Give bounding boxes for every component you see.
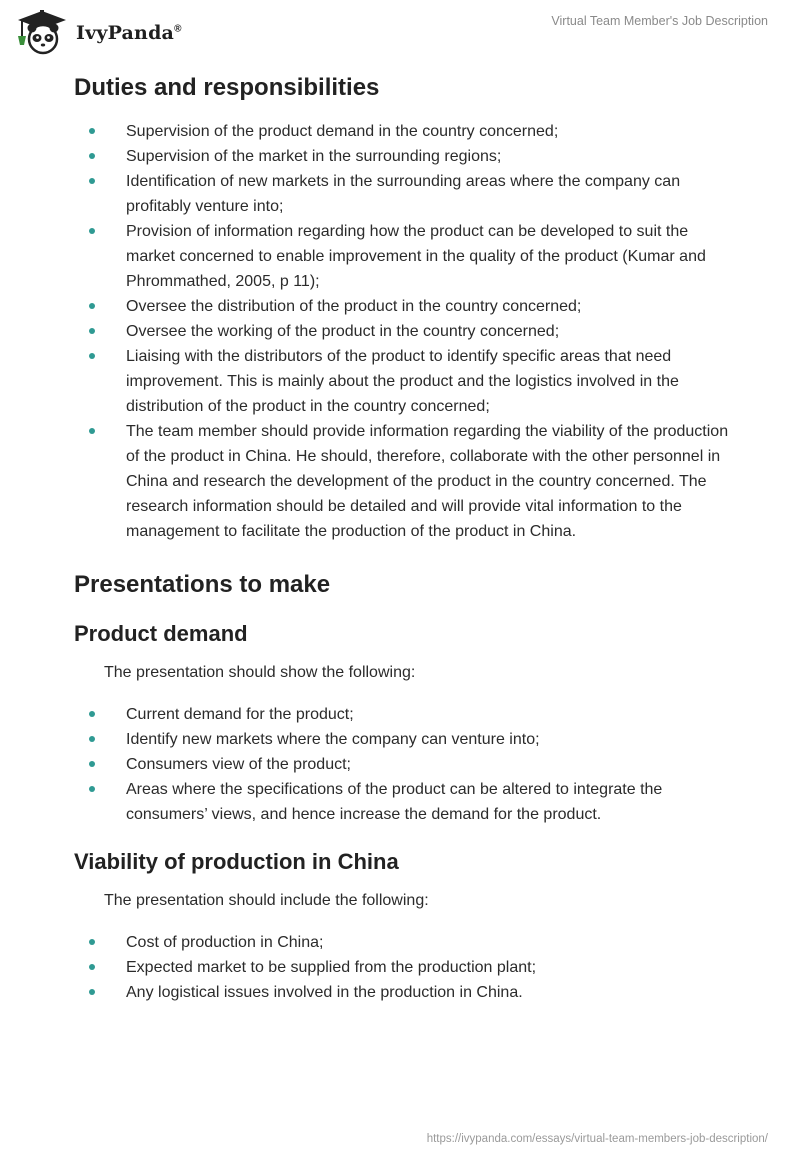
list-item: Current demand for the product; bbox=[74, 702, 734, 727]
ivypanda-logo[interactable] bbox=[14, 9, 182, 55]
viability-heading: Viability of production in China bbox=[74, 849, 399, 874]
list-item: Expected market to be supplied from the production plant; bbox=[74, 955, 734, 980]
duties-list bbox=[74, 119, 734, 544]
brand-name: IvyPanda® bbox=[76, 22, 182, 44]
list-item: The team member should provide information regarding the viability of the production of the product in China. He should, therefore, collaborate with the other personnel in China and research the development of the product in the country concerned. The research information should be detailed and will provide vital information to the management to facilitate the production of the product in China. bbox=[74, 419, 734, 544]
list-item: Any logistical issues involved in the production in China. bbox=[74, 980, 734, 1005]
list-item: Consumers view of the product; bbox=[74, 752, 734, 777]
product-demand-heading: Product demand bbox=[74, 621, 248, 646]
article-body bbox=[74, 72, 734, 1005]
page-header bbox=[0, 0, 800, 64]
list-item: Liaising with the distributors of the product to identify specific areas that need improvement. This is mainly about the product and the logistics involved in the distribution of the product in the country concerned; bbox=[74, 344, 734, 419]
list-item: Supervision of the market in the surrounding regions; bbox=[74, 144, 734, 169]
list-item: Oversee the working of the product in the country concerned; bbox=[74, 319, 734, 344]
product-demand-intro: The presentation should show the following: bbox=[104, 664, 416, 681]
panda-graduate-icon bbox=[14, 9, 70, 55]
document-title: Virtual Team Member's Job Description bbox=[551, 14, 768, 28]
list-item: Provision of information regarding how the product can be developed to suit the market concerned to enable improvement in the quality of the product (Kumar and Phrommathed, 2005, p 11); bbox=[74, 219, 734, 294]
list-item: Oversee the distribution of the product in the country concerned; bbox=[74, 294, 734, 319]
viability-list bbox=[74, 930, 734, 1005]
duties-heading: Duties and responsibilities bbox=[74, 74, 380, 101]
viability-intro: The presentation should include the following: bbox=[104, 892, 429, 909]
list-item: Identify new markets where the company can venture into; bbox=[74, 727, 734, 752]
presentations-heading: Presentations to make bbox=[74, 571, 331, 598]
source-url-link[interactable]: https://ivypanda.com/essays/virtual-team-members-job-description/ bbox=[426, 1133, 768, 1145]
list-item: Areas where the specifications of the product can be altered to integrate the consumers’ views, and hence increase the demand for the product. bbox=[74, 777, 734, 827]
list-item: Supervision of the product demand in the country concerned; bbox=[74, 119, 734, 144]
list-item: Cost of production in China; bbox=[74, 930, 734, 955]
list-item: Identification of new markets in the surrounding areas where the company can profitably venture into; bbox=[74, 169, 734, 219]
product-demand-list bbox=[74, 702, 734, 827]
